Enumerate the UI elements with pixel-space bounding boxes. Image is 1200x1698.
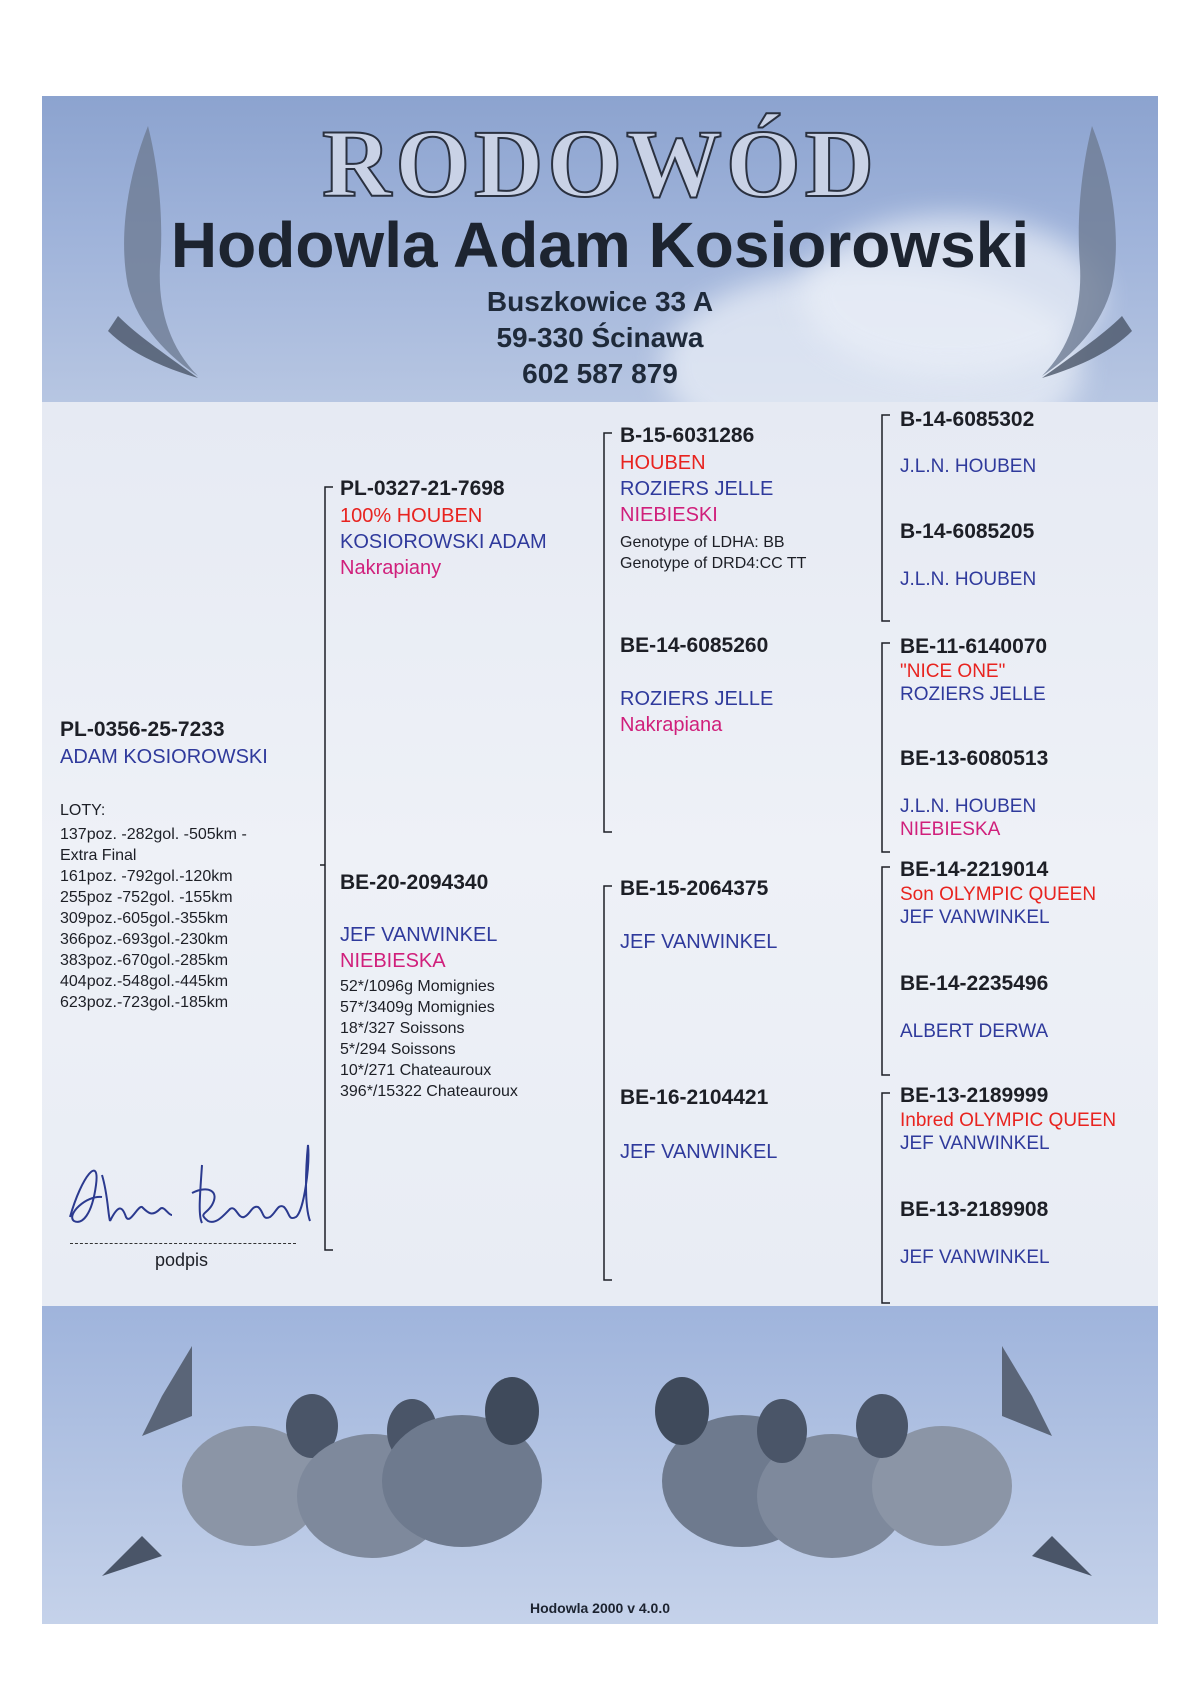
ggp-ring: B-14-6085302 bbox=[900, 408, 1035, 431]
flight-result: 255poz -752gol. -155km bbox=[60, 889, 233, 906]
dam-ring: BE-20-2094340 bbox=[340, 871, 489, 894]
ggp-ring: BE-11-6140070 bbox=[900, 635, 1048, 658]
dam-line1: JEF VANWINKEL bbox=[340, 924, 498, 946]
ggp-line1: Son OLYMPIC QUEEN bbox=[900, 884, 1097, 905]
signature-text: Adam Kosiorowski bbox=[52, 1241, 61, 1242]
dam-result: 18*/327 Soissons bbox=[340, 1020, 465, 1037]
subject-owner: ADAM KOSIOROWSKI bbox=[60, 746, 268, 768]
ggp-ring: BE-14-2235496 bbox=[900, 972, 1049, 995]
signature-image bbox=[52, 1125, 332, 1245]
signature-label: podpis bbox=[155, 1250, 209, 1270]
dam-line2: NIEBIESKA bbox=[340, 950, 446, 972]
ggp-line2: NIEBIESKA bbox=[900, 819, 1001, 840]
gp-ss-line3: NIEBIESKI bbox=[620, 504, 718, 526]
ggp-ring: BE-13-2189999 bbox=[900, 1084, 1049, 1107]
ggp-line1: J.L.N. HOUBEN bbox=[900, 456, 1037, 477]
gp-dd-line1: JEF VANWINKEL bbox=[620, 1141, 778, 1163]
loty-label: LOTY: bbox=[60, 802, 106, 819]
address-line1: Buszkowice 33 A bbox=[486, 286, 714, 317]
ggp-line1: Inbred OLYMPIC QUEEN bbox=[900, 1110, 1117, 1131]
flight-result: 309poz.-605gol.-355km bbox=[60, 910, 229, 927]
flight-result: 623poz.-723gol.-185km bbox=[60, 994, 229, 1011]
gp-dd-ring: BE-16-2104421 bbox=[620, 1086, 769, 1109]
page-title: RODOWÓD bbox=[322, 110, 878, 217]
sire-line2: KOSIOROWSKI ADAM bbox=[340, 531, 547, 553]
breeder-name: Hodowla Adam Kosiorowski bbox=[170, 209, 1030, 281]
ggp-line1: JEF VANWINKEL bbox=[900, 1247, 1050, 1268]
address-line2: 59-330 Ścinawa bbox=[496, 322, 704, 353]
gp-ds-line1: JEF VANWINKEL bbox=[620, 931, 778, 953]
ggp-line1: J.L.N. HOUBEN bbox=[900, 569, 1037, 590]
subject-ring: PL-0356-25-7233 bbox=[60, 718, 225, 741]
gp-sd-line2: Nakrapiana bbox=[620, 714, 723, 736]
ggp-line2: JEF VANWINKEL bbox=[900, 907, 1050, 928]
ggp-line2: ROZIERS JELLE bbox=[900, 684, 1046, 705]
gp-sd-ring: BE-14-6085260 bbox=[620, 634, 769, 657]
ggp-line1: "NICE ONE" bbox=[900, 661, 1006, 682]
ggp-ring: BE-14-2219014 bbox=[900, 858, 1049, 881]
flight-result: 404poz.-548gol.-445km bbox=[60, 973, 229, 990]
pigeon-illustration-icon bbox=[42, 1306, 1158, 1624]
sire-ring: PL-0327-21-7698 bbox=[340, 477, 505, 500]
software-version: Hodowla 2000 v 4.0.0 bbox=[529, 1600, 671, 1616]
ggp-line1: ALBERT DERWA bbox=[900, 1021, 1049, 1042]
footer-banner bbox=[42, 1306, 1158, 1624]
dam-result: 52*/1096g Momignies bbox=[340, 978, 495, 995]
flight-result: 137poz. -282gol. -505km - bbox=[60, 826, 247, 843]
gp-ss-genotype1: Genotype of LDHA: BB bbox=[620, 534, 785, 551]
gp-sd-line1: ROZIERS JELLE bbox=[620, 688, 774, 710]
ggp-ring: B-14-6085205 bbox=[900, 520, 1035, 543]
flight-result: Extra Final bbox=[60, 847, 137, 864]
gp-ss-line2: ROZIERS JELLE bbox=[620, 478, 774, 500]
ggp-ring: BE-13-2189908 bbox=[900, 1198, 1049, 1221]
ggp-line1: J.L.N. HOUBEN bbox=[900, 796, 1037, 817]
gp-ds-ring: BE-15-2064375 bbox=[620, 877, 769, 900]
dam-result: 5*/294 Soissons bbox=[340, 1041, 456, 1058]
ggp-line2: JEF VANWINKEL bbox=[900, 1133, 1050, 1154]
dam-result: 396*/15322 Chateauroux bbox=[340, 1083, 518, 1100]
sire-line1: 100% HOUBEN bbox=[340, 505, 483, 527]
dam-result: 10*/271 Chateauroux bbox=[340, 1062, 492, 1079]
phone-number: 602 587 879 bbox=[522, 358, 678, 389]
dam-result: 57*/3409g Momignies bbox=[340, 999, 495, 1016]
ggp-ring: BE-13-6080513 bbox=[900, 747, 1049, 770]
gp-ss-line1: HOUBEN bbox=[620, 452, 706, 474]
flight-result: 366poz.-693gol.-230km bbox=[60, 931, 229, 948]
gp-ss-genotype2: Genotype of DRD4:CC TT bbox=[620, 555, 807, 572]
signature-line bbox=[70, 1243, 296, 1244]
flight-result: 161poz. -792gol.-120km bbox=[60, 868, 233, 885]
gp-ss-ring: B-15-6031286 bbox=[620, 424, 755, 447]
sire-line3: Nakrapiany bbox=[340, 557, 442, 579]
flight-result: 383poz.-670gol.-285km bbox=[60, 952, 229, 969]
